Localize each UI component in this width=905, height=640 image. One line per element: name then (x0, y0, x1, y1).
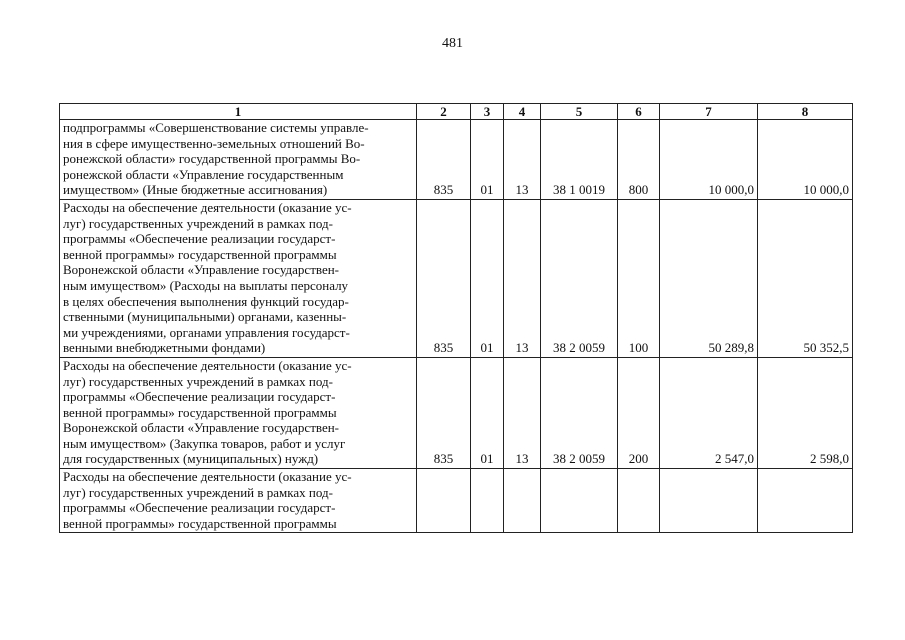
description-line: луг) государственных учреждений в рамках под- (63, 484, 333, 500)
admin-code-cell: 835 (417, 120, 471, 200)
description-line: Расходы на обеспечение деятельности (оказание ус- (63, 199, 352, 215)
target-article-cell: 38 1 0019 (541, 120, 618, 200)
subsection-cell: 13 (504, 357, 541, 468)
subsection-cell (504, 469, 541, 533)
description-line: ным имуществом» (Закупка товаров, работ и услуг (63, 435, 346, 451)
description-line: ния в сфере имущественно-земельных отношений Во- (63, 135, 365, 151)
description-line: луг) государственных учреждений в рамках под- (63, 373, 333, 389)
table-row (60, 199, 853, 357)
expense-type-cell: 200 (618, 357, 660, 468)
amount-year2-cell (758, 469, 853, 533)
description-cell (60, 199, 417, 357)
amount-year2-cell: 50 352,5 (758, 199, 853, 357)
description-line: ственными (муниципальными) органами, казенны- (63, 309, 347, 325)
description-line: Воронежской области «Управление государствен- (63, 420, 339, 436)
section-cell: 01 (471, 357, 504, 468)
header-cell: 8 (758, 104, 853, 120)
header-cell: 6 (618, 104, 660, 120)
description-line: программы «Обеспечение реализации государст- (63, 389, 336, 405)
amount-year1-cell: 50 289,8 (660, 199, 758, 357)
admin-code-cell: 835 (417, 357, 471, 468)
target-article-cell: 38 2 0059 (541, 357, 618, 468)
admin-code-cell (417, 469, 471, 533)
admin-code-cell: 835 (417, 199, 471, 357)
target-article-cell (541, 469, 618, 533)
amount-year1-cell (660, 469, 758, 533)
amount-year2-cell: 10 000,0 (758, 120, 853, 200)
description-cell (60, 469, 417, 533)
amount-year2-cell: 2 598,0 (758, 357, 853, 468)
description-line: Расходы на обеспечение деятельности (оказание ус- (63, 469, 352, 485)
description-line: венными внебюджетными фондами) (63, 340, 266, 356)
header-cell: 5 (541, 104, 618, 120)
amount-year1-cell: 2 547,0 (660, 357, 758, 468)
description-line: Воронежской области «Управление государствен- (63, 262, 339, 278)
budget-table (59, 103, 853, 533)
table-row (60, 357, 853, 468)
description-line: программы «Обеспечение реализации государст- (63, 500, 336, 516)
expense-type-cell: 800 (618, 120, 660, 200)
description-line: венной программы» государственной программы (63, 246, 337, 262)
description-line: ми учреждениями, органами управления государст- (63, 324, 350, 340)
expense-type-cell (618, 469, 660, 533)
description-line: венной программы» государственной программы (63, 515, 337, 531)
table-body (60, 120, 853, 533)
description-line: ным имуществом» (Расходы на выплаты персоналу (63, 277, 349, 293)
table-row (60, 469, 853, 533)
header-row (60, 104, 853, 120)
header-cell: 2 (417, 104, 471, 120)
description-line: венной программы» государственной программы (63, 404, 337, 420)
page-number: 481 (442, 36, 463, 51)
description-line: луг) государственных учреждений в рамках под- (63, 215, 333, 231)
description-line: программы «Обеспечение реализации государст- (63, 231, 336, 247)
description-line: имуществом» (Иные бюджетные ассигнования) (63, 182, 328, 198)
section-cell: 01 (471, 199, 504, 357)
target-article-cell: 38 2 0059 (541, 199, 618, 357)
header-cell: 4 (504, 104, 541, 120)
description-line: подпрограммы «Совершенствование системы управле- (63, 120, 369, 135)
subsection-cell: 13 (504, 199, 541, 357)
section-cell: 01 (471, 120, 504, 200)
subsection-cell: 13 (504, 120, 541, 200)
description-line: в целях обеспечения выполнения функций государ- (63, 293, 349, 309)
description-cell (60, 120, 417, 200)
description-line: Расходы на обеспечение деятельности (оказание ус- (63, 357, 352, 373)
header-cell: 1 (60, 104, 417, 120)
description-cell (60, 357, 417, 468)
description-line: ронежской области «Управление государственным (63, 166, 344, 182)
amount-year1-cell: 10 000,0 (660, 120, 758, 200)
header-cell: 7 (660, 104, 758, 120)
section-cell (471, 469, 504, 533)
description-line: ронежской области» государственной программы Во- (63, 151, 361, 167)
table-row (60, 120, 853, 200)
header-cell: 3 (471, 104, 504, 120)
expense-type-cell: 100 (618, 199, 660, 357)
description-line: для государственных (муниципальных) нужд) (63, 451, 319, 467)
